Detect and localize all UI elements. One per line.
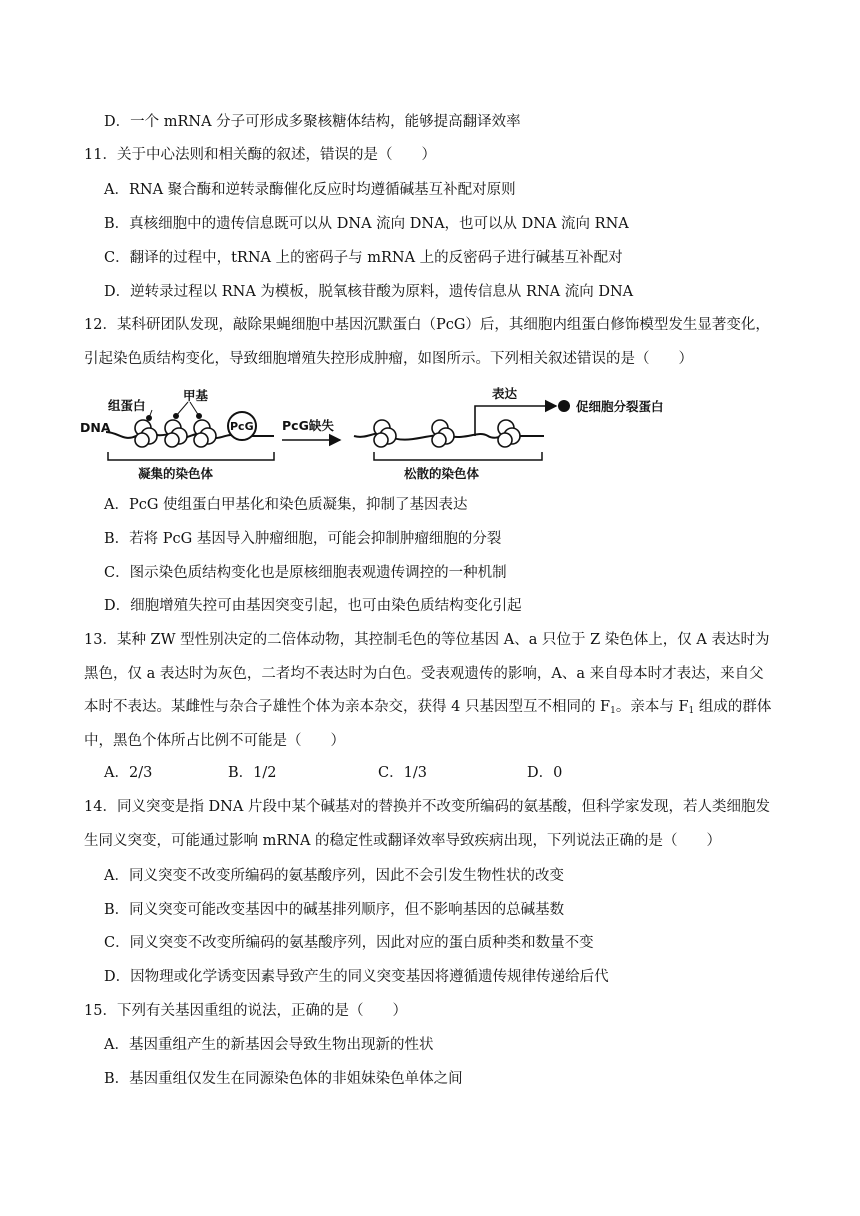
q13-option-b: B．1/2 bbox=[228, 765, 277, 781]
q13-stem-line4: 中，黑色个体所占比例不可能是（ ） bbox=[84, 733, 345, 749]
q12-option-d: D．细胞增殖失控可由基因突变引起，也可由染色质结构变化引起 bbox=[104, 598, 522, 614]
q13-stem-text: 本时不表达。某雌性与杂合子雄性个体为亲本杂交，获得 4 只基因型互不相同的 F bbox=[84, 699, 611, 715]
q12-stem-line1: 12．某科研团队发现，敲除果蝇细胞中基因沉默蛋白（PcG）后，其细胞内组蛋白修饰模型发生显著变化， bbox=[84, 317, 770, 333]
q15-option-a: A．基因重组产生的新基因会导致生物出现新的性状 bbox=[104, 1037, 434, 1053]
chromatin-figure bbox=[78, 380, 718, 490]
q14-option-d: D．因物理或化学诱变因素导致产生的同义突变基因将遵循遗传规律传递给后代 bbox=[104, 969, 609, 985]
nucleosome-3 bbox=[194, 420, 216, 447]
q12-option-c: C．图示染色质结构变化也是原核细胞表观遗传调控的一种机制 bbox=[104, 565, 507, 581]
q13-stem-line1: 13．某种 ZW 型性别决定的二倍体动物，其控制毛色的等位基因 A、a 只位于 Z 染色体上，仅 A 表达时为 bbox=[84, 632, 770, 648]
q11-option-b: B．真核细胞中的遗传信息既可以从 DNA 流向 DNA，也可以从 DNA 流向 RNA bbox=[104, 216, 629, 232]
label-condensed: 凝集的染色体 bbox=[138, 466, 214, 481]
q11-option-d: D．逆转录过程以 RNA 为模板，脱氧核苷酸为原料，遗传信息从 RNA 流向 DNA bbox=[104, 284, 634, 300]
q12-option-b: B．若将 PcG 基因导入肿瘤细胞，可能会抑制肿瘤细胞的分裂 bbox=[104, 531, 502, 547]
q14-stem-line1: 14．同义突变是指 DNA 片段中某个碱基对的替换并不改变所编码的氨基酸，但科学家发现，若人类细胞发 bbox=[84, 799, 770, 815]
q11-stem: 11．关于中心法则和相关酶的叙述，错误的是（ ） bbox=[84, 147, 436, 163]
subscript: 1 bbox=[688, 706, 695, 716]
label-pcg: PcG bbox=[230, 420, 254, 433]
nucleosome-2 bbox=[165, 420, 187, 447]
bracket-loose bbox=[374, 452, 542, 460]
q15-stem: 15．下列有关基因重组的说法，正确的是（ ） bbox=[84, 1003, 407, 1019]
subscript: 1 bbox=[610, 706, 616, 716]
q13-stem-line3 bbox=[84, 697, 771, 717]
label-histone: 组蛋白 bbox=[108, 398, 146, 413]
q14-option-c: C．同义突变不改变所编码的氨基酸序列，因此对应的蛋白质种类和数量不变 bbox=[104, 935, 594, 951]
q13-option-d: D．0 bbox=[527, 765, 563, 781]
q13-option-c: C．1/3 bbox=[378, 765, 427, 781]
q14-option-a: A．同义突变不改变所编码的氨基酸序列，因此不会引发生物性状的改变 bbox=[104, 868, 564, 884]
q13-stem-line2: 黑色，仅 a 表达时为灰色，二者均不表达时为白色。受表观遗传的影响，A、a 来自母本时才表达，来自父 bbox=[84, 666, 764, 682]
q13-stem-text: 组成的群体 bbox=[694, 699, 772, 715]
label-loose: 松散的染色体 bbox=[404, 466, 480, 481]
q14-option-b: B．同义突变可能改变基因中的碱基排列顺序，但不影响基因的总碱基数 bbox=[104, 902, 565, 918]
q11-option-c: C．翻译的过程中，tRNA 上的密码子与 mRNA 上的反密码子进行碱基互补配对 bbox=[104, 250, 623, 266]
label-product: 促细胞分裂蛋白 bbox=[576, 399, 664, 414]
label-express: 表达 bbox=[492, 386, 518, 401]
q11-option-a: A．RNA 聚合酶和逆转录酶催化反应时均遵循碱基互补配对原则 bbox=[104, 182, 516, 198]
nucleosome-5 bbox=[432, 420, 454, 447]
label-arrow: PcG缺失 bbox=[282, 418, 334, 433]
q12-option-a: A．PcG 使组蛋白甲基化和染色质凝集，抑制了基因表达 bbox=[104, 497, 468, 513]
q14-stem-line2: 生同义突变，可能通过影响 mRNA 的稳定性或翻译效率导致疾病出现，下列说法正确的是（ ） bbox=[84, 833, 722, 849]
nucleosome-6 bbox=[498, 420, 520, 447]
q13-option-a: A．2/3 bbox=[104, 765, 153, 781]
label-dna: DNA bbox=[80, 420, 111, 435]
q13-stem-text: 。亲本与 F bbox=[615, 699, 689, 715]
q15-option-b: B．基因重组仅发生在同源染色体的非姐妹染色单体之间 bbox=[104, 1071, 463, 1087]
nucleosome-1 bbox=[135, 420, 157, 447]
q10-option-d: D．一个 mRNA 分子可形成多聚核糖体结构，能够提高翻译效率 bbox=[104, 114, 521, 130]
bracket-condensed bbox=[108, 452, 274, 460]
q13-options bbox=[104, 763, 664, 783]
label-methyl: 甲基 bbox=[183, 388, 209, 403]
product-dot bbox=[558, 400, 570, 412]
chromatin-diagram bbox=[78, 380, 718, 490]
q12-stem-line2: 引起染色质结构变化，导致细胞增殖失控形成肿瘤，如图所示。下列相关叙述错误的是（ ） bbox=[84, 351, 693, 367]
nucleosome-4 bbox=[374, 420, 396, 447]
